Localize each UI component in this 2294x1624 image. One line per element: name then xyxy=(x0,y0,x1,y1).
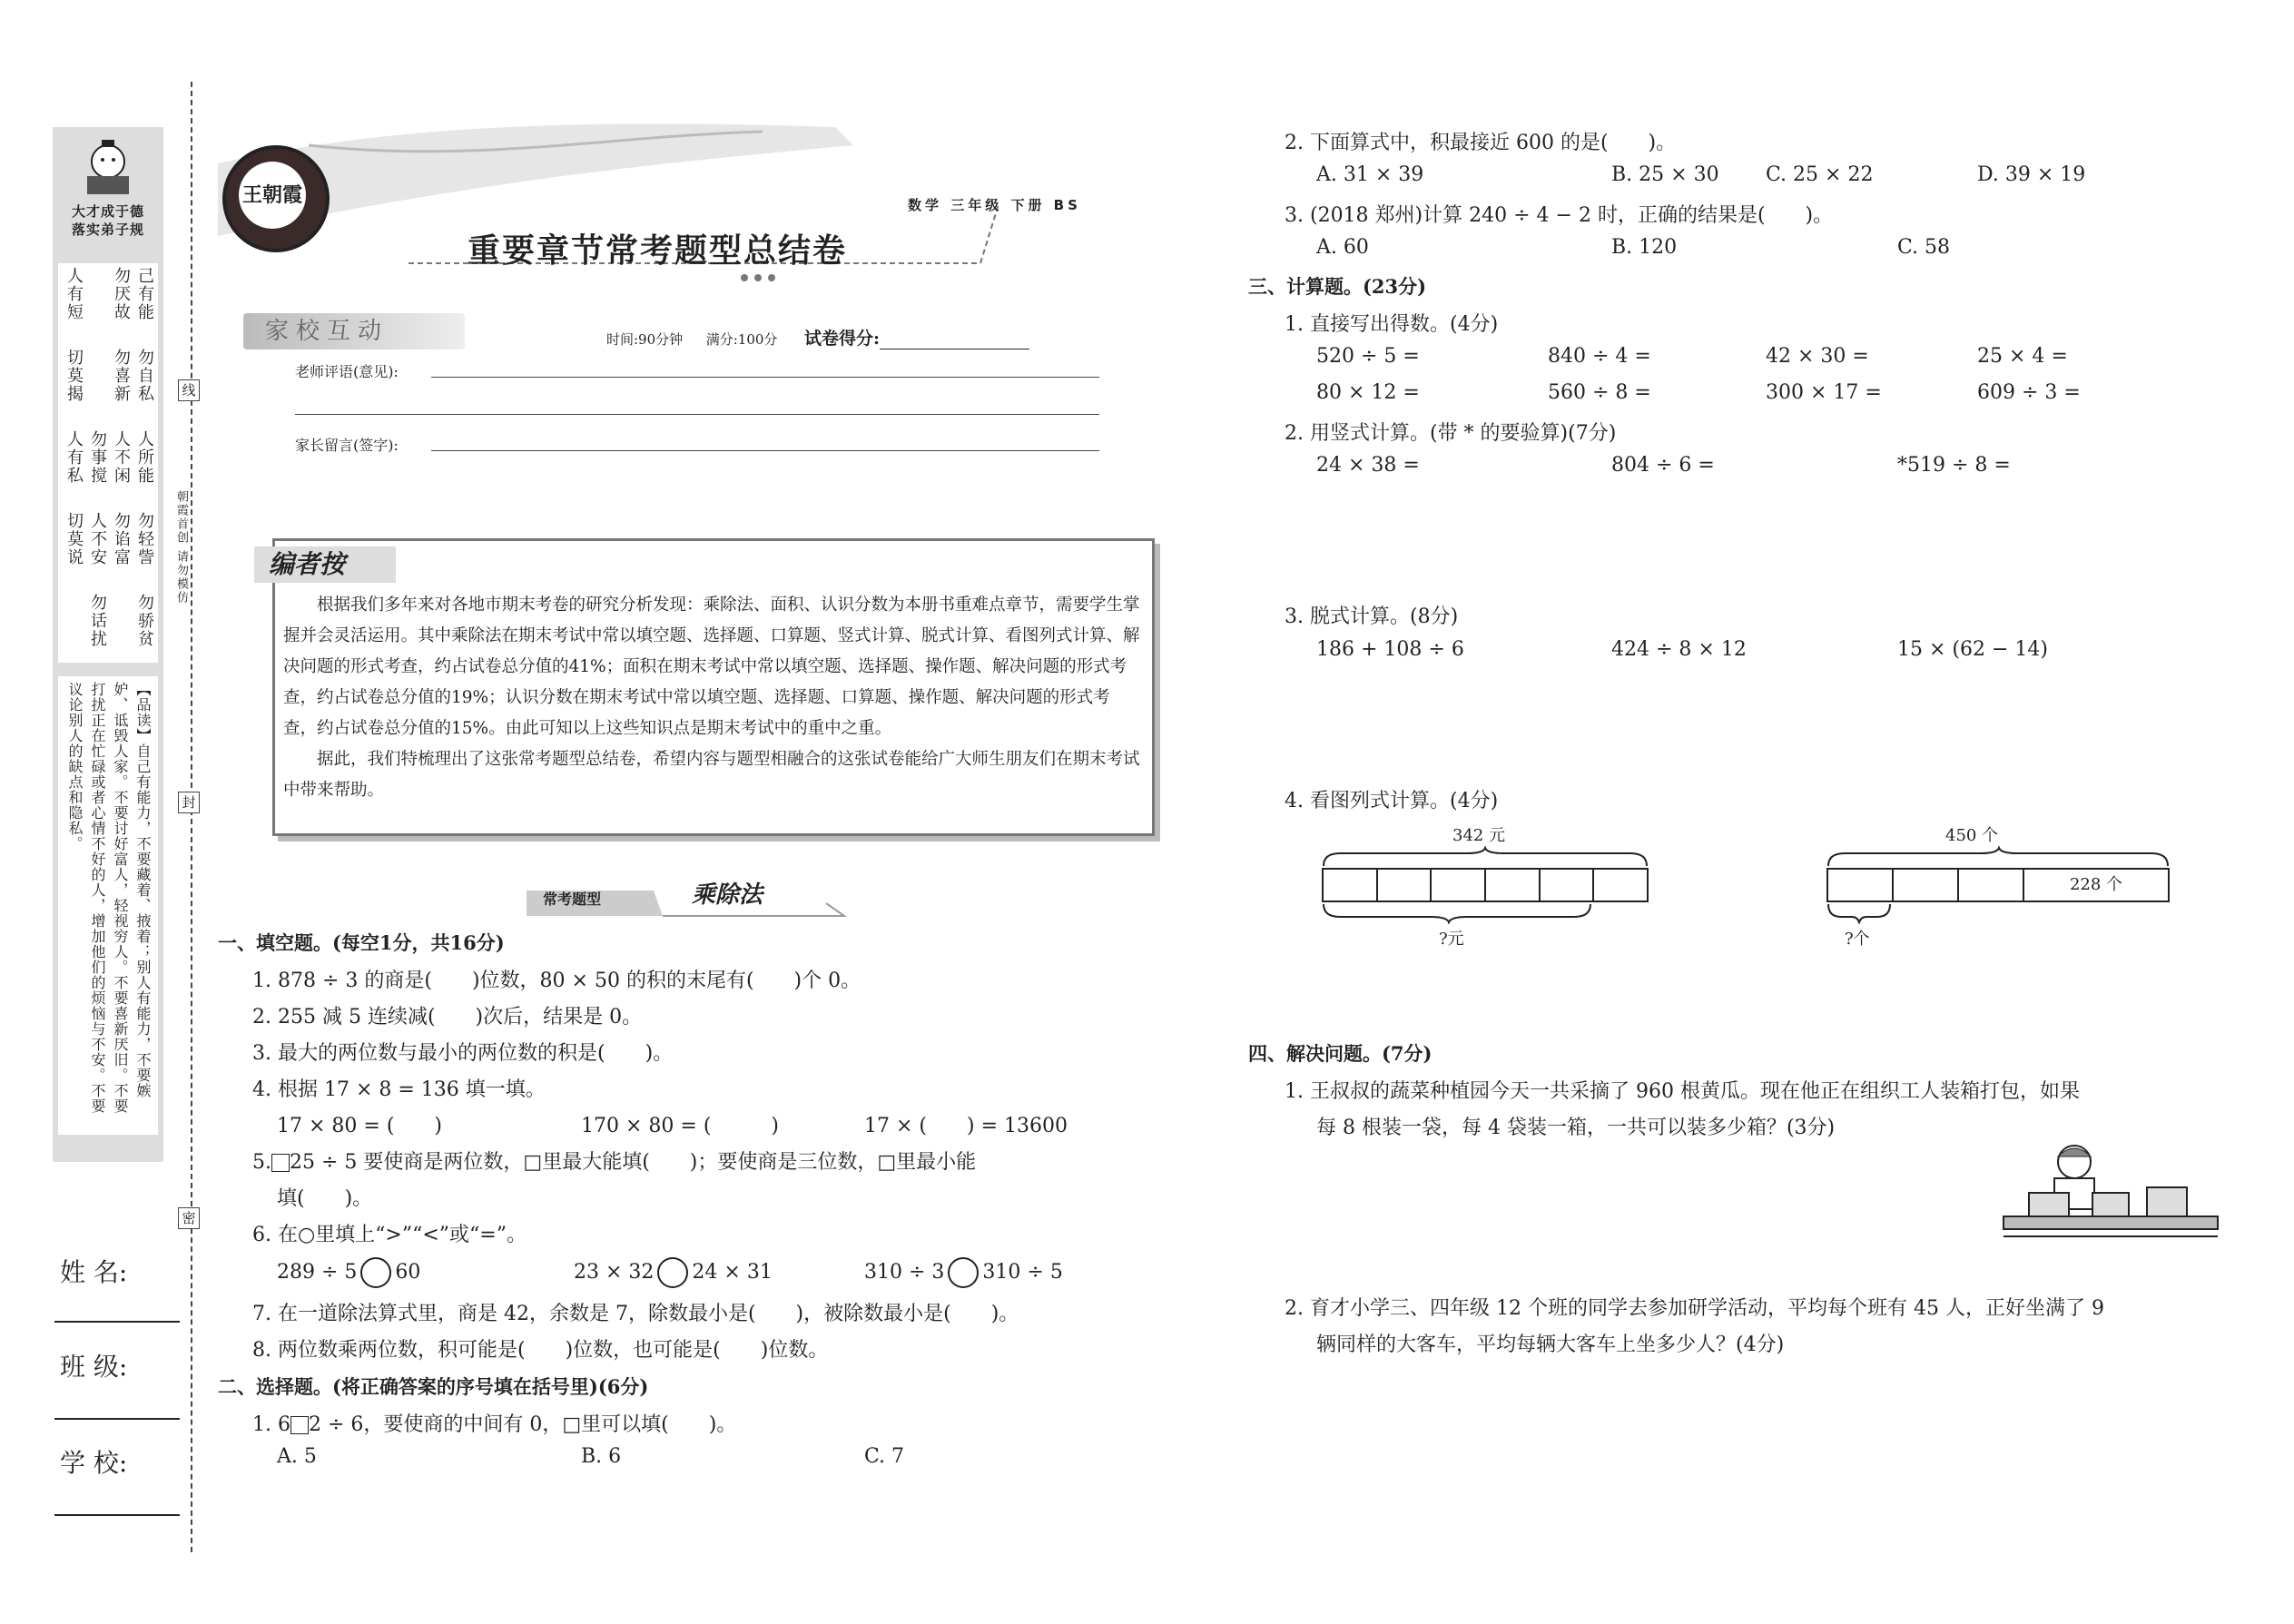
diagram1-segment xyxy=(1432,870,1486,901)
step-calc-2: 424 ÷ 8 × 12 xyxy=(1611,638,1747,661)
diagram1-segment xyxy=(1541,870,1595,901)
document-title: 重要章节常考题型总结卷 xyxy=(468,231,848,270)
diagram1-segment xyxy=(1324,870,1378,901)
compare-a-left: 289 ÷ 5 xyxy=(277,1261,358,1284)
parent-note-field[interactable] xyxy=(431,450,1099,451)
part3-q3: 3. 脱式计算。(8分) xyxy=(1285,605,1459,628)
cut-line xyxy=(191,82,192,1552)
diagram2-question-label: ?个 xyxy=(1845,930,1870,949)
compare-c-right: 310 ÷ 5 xyxy=(982,1261,1063,1284)
motto-col-15: 人有私 xyxy=(64,430,84,485)
worker-packing-boxes-icon xyxy=(2002,1142,2220,1242)
part4-q1-line2: 每 8 根装一袋，每 4 袋装一箱，一共可以装多少箱？(3分) xyxy=(1316,1117,1836,1139)
motto-col-3: 人所能 xyxy=(135,430,154,485)
compare-circle-icon[interactable] xyxy=(360,1257,391,1288)
pindu-panel xyxy=(58,676,158,1135)
diagram1-segment xyxy=(1486,870,1541,901)
part1-q4: 4. 根据 17 × 8 = 136 填一填。 xyxy=(252,1078,546,1101)
editor-note-para-2: 据此，我们特梳理出了这张常考题型总结卷，希望内容与题型相融合的这张试卷能给广大师生朋友们在期末考试中带来帮助。 xyxy=(283,750,1140,800)
diagram2-known-segment: 228 个 xyxy=(2069,875,2123,894)
part1-q4b: 170 × 80 = ( ) xyxy=(581,1115,779,1137)
motto-col-6: 勿骄贫 xyxy=(135,594,154,648)
cut-mark-xian: 线 xyxy=(178,379,200,401)
part3-q2: 2. 用竖式计算。(带 * 的要验算)(7分) xyxy=(1285,422,1617,445)
subject-tag: 数学 三年级 下册 BS xyxy=(908,197,1081,213)
diagram2-segment xyxy=(1828,870,1894,901)
blank-box-icon xyxy=(290,1416,309,1434)
motto-panel xyxy=(53,127,163,1162)
teacher-comment-field-2[interactable] xyxy=(295,414,1099,415)
motto-col-8: 勿喜新 xyxy=(112,349,131,403)
compare-a-right: 60 xyxy=(395,1261,421,1284)
part1-q4a: 17 × 80 = ( ) xyxy=(277,1115,442,1137)
motto-col-7: 勿厌故 xyxy=(112,267,131,321)
part4-heading: 四、解决问题。(7分) xyxy=(1248,1042,1433,1065)
diagram2-bar xyxy=(1826,868,2170,902)
part2-q2-opt-a[interactable]: A. 31 × 39 xyxy=(1316,163,1424,186)
diagram2-total-label: 450 个 xyxy=(1945,826,1999,845)
part3-heading: 三、计算题。(23分) xyxy=(1248,275,1427,298)
oral-calc-4: 25 × 4 = xyxy=(1977,345,2068,368)
brand-logo xyxy=(222,145,330,252)
part2-q1-opt-b[interactable]: B. 6 xyxy=(581,1445,622,1468)
scholar-cartoon-icon xyxy=(76,134,140,198)
part3-q1: 1. 直接写出得数。(4分) xyxy=(1285,313,1499,336)
compare-circle-icon[interactable] xyxy=(657,1257,688,1288)
part1-q8: 8. 两位数乘两位数，积可能是( )位数，也可能是( )位数。 xyxy=(252,1339,829,1362)
motto-columns xyxy=(58,263,158,663)
score-label: 试卷得分: xyxy=(803,329,880,349)
part3-q4: 4. 看图列式计算。(4分) xyxy=(1285,790,1499,812)
section-tag: 常考题型 xyxy=(543,891,602,908)
teacher-comment-field[interactable] xyxy=(431,377,1099,378)
diagram2-top-brace xyxy=(1826,846,2171,868)
motto-col-5: 勿谄富 xyxy=(112,512,131,566)
part4-q2-line2: 辆同样的大客车，平均每辆大客车上坐多少人？(4分) xyxy=(1316,1334,1785,1356)
home-school-tag: 家校互动 xyxy=(243,313,465,349)
diagram1-bar xyxy=(1322,868,1649,902)
side-note: 朝霞首创 请勿模仿 xyxy=(174,490,188,605)
class-label: 班 级: xyxy=(60,1352,128,1382)
part2-q1-opt-c[interactable]: C. 7 xyxy=(864,1445,905,1468)
part4-q2-line1: 2. 育才小学三、四年级 12 个班的同学去参加研学活动，平均每个班有 45 人，正好坐满了 9 xyxy=(1285,1297,2104,1320)
parent-note-label: 家长留言(签字): xyxy=(295,437,399,454)
oral-calc-3: 42 × 30 = xyxy=(1766,345,1869,368)
part2-q1-opt-a[interactable]: A. 5 xyxy=(277,1445,317,1468)
part1-q7: 7. 在一道除法算式里，商是 42，余数是 7，除数最小是( )，被除数最小是( )。 xyxy=(252,1303,1019,1325)
part2-q2-opt-b[interactable]: B. 25 × 30 xyxy=(1611,163,1719,186)
oral-calc-6: 560 ÷ 8 = xyxy=(1548,381,1651,404)
diagram1-total-label: 342 元 xyxy=(1452,826,1506,845)
part1-q5 xyxy=(252,1147,976,1175)
diagram1-bottom-brace xyxy=(1322,902,1594,924)
diagram1-segment xyxy=(1594,870,1647,901)
compare-b-left: 23 × 32 xyxy=(574,1261,655,1284)
step-calc-1: 186 + 108 ÷ 6 xyxy=(1316,638,1464,661)
part1-heading: 一、填空题。(每空1分，共16分) xyxy=(218,931,505,954)
oral-calc-2: 840 ÷ 4 = xyxy=(1548,345,1651,368)
oral-calc-7: 300 × 17 = xyxy=(1766,381,1882,404)
strip-title-2: 落实弟子规 xyxy=(71,221,144,238)
part2-heading: 二、选择题。(将正确答案的序号填在括号里)(6分) xyxy=(218,1375,649,1398)
motto-col-1: 己有能 xyxy=(135,267,154,321)
cut-mark-mi: 密 xyxy=(178,1207,200,1229)
blank-box-icon xyxy=(271,1154,290,1172)
compare-circle-icon[interactable] xyxy=(948,1257,979,1288)
diagram1-question-label: ?元 xyxy=(1439,930,1464,949)
compare-c-left: 310 ÷ 3 xyxy=(864,1261,945,1284)
section-name: 乘除法 xyxy=(692,881,763,909)
part1-q6: 6. 在○里填上“>”“<”或“=”。 xyxy=(252,1224,527,1246)
part4-q1-line1: 1. 王叔叔的蔬菜种植园今天一共采摘了 960 根黄瓜。现在他正在组织工人装箱打包，如果 xyxy=(1285,1080,2080,1103)
part1-q6a xyxy=(277,1257,420,1288)
cut-mark-feng: 封 xyxy=(178,792,200,813)
vertical-calc-1: 24 × 38 = xyxy=(1316,454,1420,477)
motto-col-4: 勿轻訾 xyxy=(135,512,154,566)
name-field[interactable] xyxy=(54,1321,180,1323)
part1-q6c xyxy=(864,1257,1063,1288)
part2-q3-opt-c[interactable]: C. 58 xyxy=(1897,236,1951,259)
motto-col-10: 勿事搅 xyxy=(88,430,107,485)
diagram1-segment xyxy=(1378,870,1433,901)
step-calc-3: 15 × (62 − 14) xyxy=(1897,638,2048,661)
exam-meta xyxy=(606,325,1029,349)
part1-q4c: 17 × ( ) = 13600 xyxy=(864,1115,1068,1137)
exam-time: 时间:90分钟 xyxy=(606,331,684,348)
exam-full-score: 满分:100分 xyxy=(705,331,778,348)
part2-q2: 2. 下面算式中，积最接近 600 的是( )。 xyxy=(1285,132,1677,154)
part2-q3-opt-b[interactable]: B. 120 xyxy=(1611,236,1678,259)
motto-col-11: 人不安 xyxy=(88,512,107,566)
part1-q6b xyxy=(574,1257,773,1288)
oral-calc-5: 80 × 12 = xyxy=(1316,381,1420,404)
part2-q1 xyxy=(252,1409,736,1437)
name-label: 姓 名: xyxy=(60,1257,128,1287)
part2-q1-pre: 1. 6 xyxy=(252,1413,290,1436)
editor-note-tag: 编者按 xyxy=(254,546,396,583)
part1-q1: 1. 878 ÷ 3 的商是( )位数，80 × 50 的积的末尾有( )个 0。 xyxy=(252,969,861,992)
part1-q5-line2: 填( )。 xyxy=(277,1187,373,1210)
part1-q5-num: 5. xyxy=(252,1151,271,1174)
strip-title-1: 大才成于德 xyxy=(71,203,144,220)
diagram1-top-brace xyxy=(1322,846,1649,868)
class-field[interactable] xyxy=(54,1418,180,1420)
motto-col-2: 勿自私 xyxy=(135,349,154,403)
part1-q2: 2. 255 减 5 连续减( )次后，结果是 0。 xyxy=(252,1006,643,1029)
compare-b-right: 24 × 31 xyxy=(692,1261,773,1284)
motto-col-12: 勿话扰 xyxy=(88,594,107,648)
school-label: 学 校: xyxy=(60,1448,128,1478)
part2-q2-opt-c[interactable]: C. 25 × 22 xyxy=(1766,163,1874,186)
oral-calc-1: 520 ÷ 5 = xyxy=(1316,345,1420,368)
diagram2-bottom-brace xyxy=(1826,902,1899,924)
oral-calc-8: 609 ÷ 3 = xyxy=(1977,381,2081,404)
editor-note-para-1: 根据我们多年来对各地市期末考卷的研究分析发现：乘除法、面积、认识分数为本册书重难点章节，需要学生掌握并会灵活运用。其中乘除法在期末考试中常以填空题、选择题、口算题、竖式计算、脱式计算、看图列式计算、解决问题的形式考查，约占试卷总分值的41%；面积在期末考试中常以填空题、选择题、操作题、解决问题的形式考查，约占试卷总分值的19%；认识分数在期末考试中常以填空题、选择题、口算题、操作题、解决问题的形式考查，约占试卷总分值的15%。由此可知以上这些知识点是期末考试中的重中之重。 xyxy=(283,595,1140,738)
pindu-text: 【品读】自己有能力，不要藏着、掖着；别人有能力，不要嫉妒、诋毁人家。不要讨好富人，轻视穷人。不要喜新厌旧。不要打扰正在忙碌或者心情不好的人，增加他们的烦恼与不安。不要议论别人的缺点和隐私。 xyxy=(66,682,152,1114)
part1-q3: 3. 最大的两位数与最小的两位数的积是( )。 xyxy=(252,1042,674,1065)
diagram2-segment xyxy=(1959,870,2024,901)
part2-q3-opt-a[interactable]: A. 60 xyxy=(1316,236,1369,259)
editor-note-text xyxy=(283,590,1140,806)
motto-col-14: 切莫揭 xyxy=(64,349,84,403)
motto-col-13: 人有短 xyxy=(64,267,84,321)
vertical-calc-3: *519 ÷ 8 = xyxy=(1897,454,2011,477)
part2-q2-opt-d[interactable]: D. 39 × 19 xyxy=(1977,163,2086,186)
diagram2-segment xyxy=(1894,870,1959,901)
part1-q5-line1: 25 ÷ 5 要使商是两位数，□里最大能填( )；要使商是三位数，□里最小能 xyxy=(290,1151,977,1174)
part2-q3: 3. (2018 郑州)计算 240 ÷ 4 − 2 时，正确的结果是( )。 xyxy=(1285,204,1834,227)
vertical-calc-2: 804 ÷ 6 = xyxy=(1611,454,1715,477)
teacher-comment-label: 老师评语(意见): xyxy=(295,363,399,380)
part2-q1-post: 2 ÷ 6，要使商的中间有 0，□里可以填( )。 xyxy=(308,1413,737,1436)
motto-col-16: 切莫说 xyxy=(64,512,84,566)
school-field[interactable] xyxy=(54,1514,180,1516)
motto-col-9: 人不闲 xyxy=(112,430,131,485)
logo-text: 王朝霞 xyxy=(239,162,306,229)
